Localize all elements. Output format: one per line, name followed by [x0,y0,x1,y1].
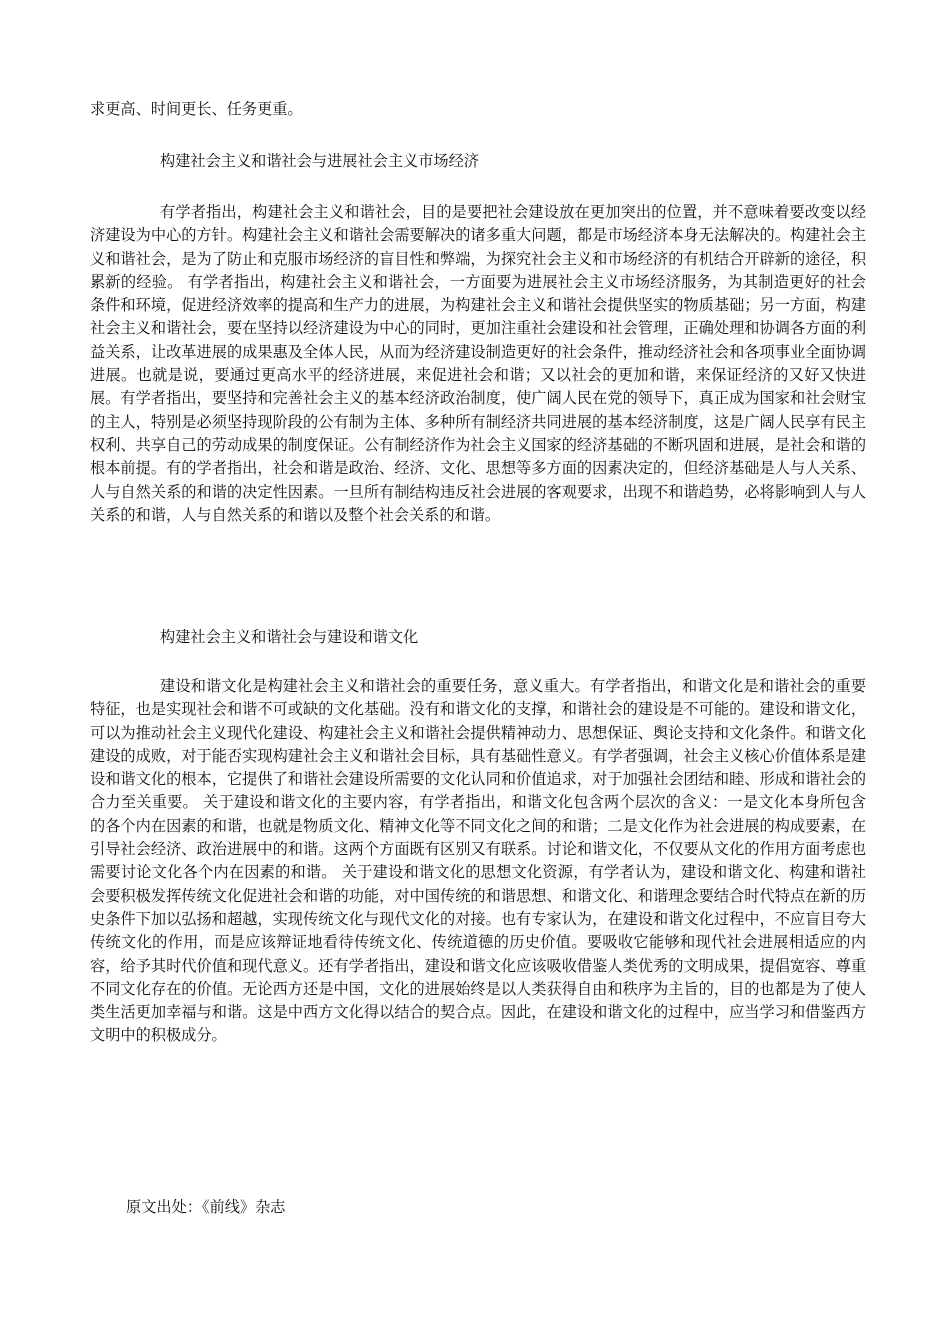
section-heading-market-economy: 构建社会主义和谐社会与进展社会主义市场经济 [160,152,479,170]
section-body-harmonious-culture: 建设和谐文化是构建社会主义和谐社会的重要任务，意义重大。有学者指出，和谐文化是和谐社会的重要特征，也是实现社会和谐不可或缺的文化基础。没有和谐文化的支撑，和谐社会的建设是不可能的。建设和谐文化，可以为推动社会主义现代化建设、构建社会主义和谐社会提供精神动力、思想保证、舆论支持和文化条件。和谐文化建设的成败，对于能否实现构建社会主义和谐社会目标，具有基础性意义。有学者强调，社会主义核心价值体系是建设和谐文化的根本，它提供了和谐社会建设所需要的文化认同和价值追求，对于加强社会团结和睦、形成和谐社会的合力至关重要。 关于建设和谐文化的主要内容，有学者指出，和谐文化包含两个层次的含义：一是文化本身所包含的各个内在因素的和谐，也就是物质文化、精神文化等不同文化之间的和谐；二是文化作为社会进展的构成要素，在引导社会经济、政治进展中的和谐。这两个方面既有区别又有联系。讨论和谐文化，不仅要从文化的作用方面考虑也需要讨论文化各个内在因素的和谐。 关于建设和谐文化的思想文化资源，有学者认为，建设和谐文化、构建和谐社会要积极发挥传统文化促进社会和谐的功能，对中国传统的和谐思想、和谐文化、和谐理念要结合时代特点在新的历史条件下加以弘扬和超越，实现传统文化与现代文化的对接。也有专家认为，在建设和谐文化过程中，不应盲目夸大传统文化的作用，而是应该辩证地看待传统文化、传统道德的历史价值。要吸收它能够和现代社会进展相适应的内容，给予其时代价值和现代意义。还有学者指出，建设和谐文化应该吸收借鉴人类优秀的文明成果，提倡宽容、尊重不同文化存在的价值。无论西方还是中国，文化的进展始终是以人类获得自由和秩序为主旨的，目的也都是为了使人类生活更加幸福与和谐。这是中西方文化得以结合的契合点。因此，在建设和谐文化的过程中，应当学习和借鉴西方文明中的积极成分。 [90,677,866,1045]
section-heading-harmonious-culture: 构建社会主义和谐社会与建设和谐文化 [160,628,419,646]
section-body-market-economy: 有学者指出，构建社会主义和谐社会，目的是要把社会建设放在更加突出的位置，并不意味着要改变以经济建设为中心的方针。构建社会主义和谐社会需要解决的诸多重大问题，都是市场经济本身无法解决的。构建社会主义和谐社会，是为了防止和克服市场经济的盲目性和弊端，为探究社会主义和市场经济的有机结合开辟新的途径，积累新的经验。 有学者指出，构建社会主义和谐社会，一方面要为进展社会主义市场经济服务，为其制造更好的社会条件和环境，促进经济效率的提高和生产力的进展，为构建社会主义和谐社会提供坚实的物质基础；另一方面，构建社会主义和谐社会，要在坚持以经济建设为中心的同时，更加注重社会建设和社会管理，正确处理和协调各方面的利益关系，让改革进展的成果惠及全体人民，从而为经济建设制造更好的社会条件，推动经济社会和各项事业全面协调进展。也就是说，要通过更高水平的经济进展，来促进社会和谐；又以社会的更加和谐，来保证经济的又好又快进展。有学者指出，要坚持和完善社会主义的基本经济政治制度，使广阔人民在党的领导下，真正成为国家和社会财宝的主人，特别是必须坚持现阶段的公有制为主体、多种所有制经济共同进展的基本经济制度，这是广阔人民享有民主权利、共享自己的劳动成果的制度保证。公有制经济作为社会主义国家的经济基础的不断巩固和进展，是社会和谐的根本前提。有的学者指出，社会和谐是政治、经济、文化、思想等多方面的因素决定的，但经济基础是人与人关系、人与自然关系的和谐的决定性因素。一旦所有制结构违反社会进展的客观要求，出现不和谐趋势，必将影响到人与人关系的和谐，人与自然关系的和谐以及整个社会关系的和谐。 [90,203,866,524]
continuation-line: 求更高、时间更长、任务更重。 [90,100,303,118]
source-citation: 原文出处：《前线》杂志 [126,1198,286,1216]
